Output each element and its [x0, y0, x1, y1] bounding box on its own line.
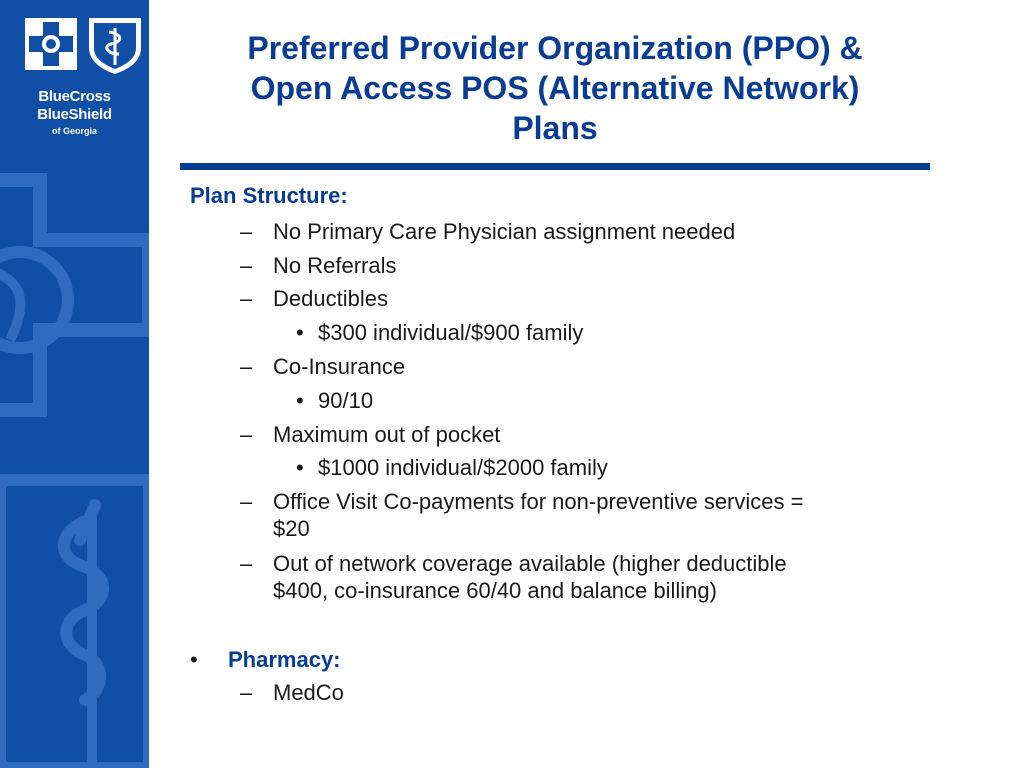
dash-marker: – — [240, 551, 253, 576]
dash-marker: – — [240, 680, 253, 705]
brand-name-line1: BlueCross — [38, 88, 111, 105]
list-item-out-of-network-line1: Out of network coverage available (higher deductible — [273, 551, 787, 576]
shield-logo-icon — [89, 18, 141, 74]
bullet-marker: • — [190, 647, 198, 672]
brand-sidebar — [0, 0, 149, 768]
slide-title-line3: Plans — [512, 110, 598, 146]
dash-marker: – — [240, 219, 253, 244]
list-item-pharmacy: MedCo — [273, 680, 344, 705]
slide-title-line2: Open Access POS (Alternative Network) — [250, 70, 860, 106]
slide-title — [180, 28, 930, 148]
list-item-coinsurance: Co-Insurance — [273, 354, 406, 379]
list-item-pcp: No Primary Care Physician assignment needed — [273, 219, 736, 244]
list-item-max-oop-detail: $1000 individual/$2000 family — [318, 455, 608, 480]
brand-name-line3: of Georgia — [51, 126, 97, 136]
list-item-deductibles: Deductibles — [273, 286, 388, 311]
list-item-office-visit-line2: $20 — [273, 516, 310, 541]
dash-marker: – — [240, 489, 253, 514]
dash-marker: – — [240, 354, 253, 379]
list-item-max-oop: Maximum out of pocket — [273, 422, 501, 447]
pharmacy-heading: Pharmacy: — [228, 647, 341, 672]
list-item-out-of-network-line2: $400, co-insurance 60/40 and balance billing) — [273, 578, 717, 603]
list-item-coinsurance-detail: 90/10 — [318, 388, 374, 413]
title-divider — [180, 163, 930, 170]
watermark-serpent-icon — [64, 505, 103, 700]
bullet-marker: • — [296, 388, 304, 413]
brand-logo — [25, 18, 143, 76]
slide-title-line1: Preferred Provider Organization (PPO) & — [247, 30, 863, 66]
dash-marker: – — [240, 422, 253, 447]
brand-name-line2: BlueShield — [37, 106, 112, 123]
list-item-deductibles-detail: $300 individual/$900 family — [318, 320, 584, 345]
bullet-marker: • — [296, 320, 304, 345]
plan-structure-heading: Plan Structure: — [190, 183, 348, 208]
cross-logo-icon — [25, 18, 77, 70]
dash-marker: – — [240, 253, 253, 278]
dash-marker: – — [240, 286, 253, 311]
bullet-marker: • — [296, 455, 304, 480]
list-item-referrals: No Referrals — [273, 253, 397, 278]
list-item-office-visit-line1: Office Visit Co-payments for non-preventive services = — [273, 489, 804, 514]
